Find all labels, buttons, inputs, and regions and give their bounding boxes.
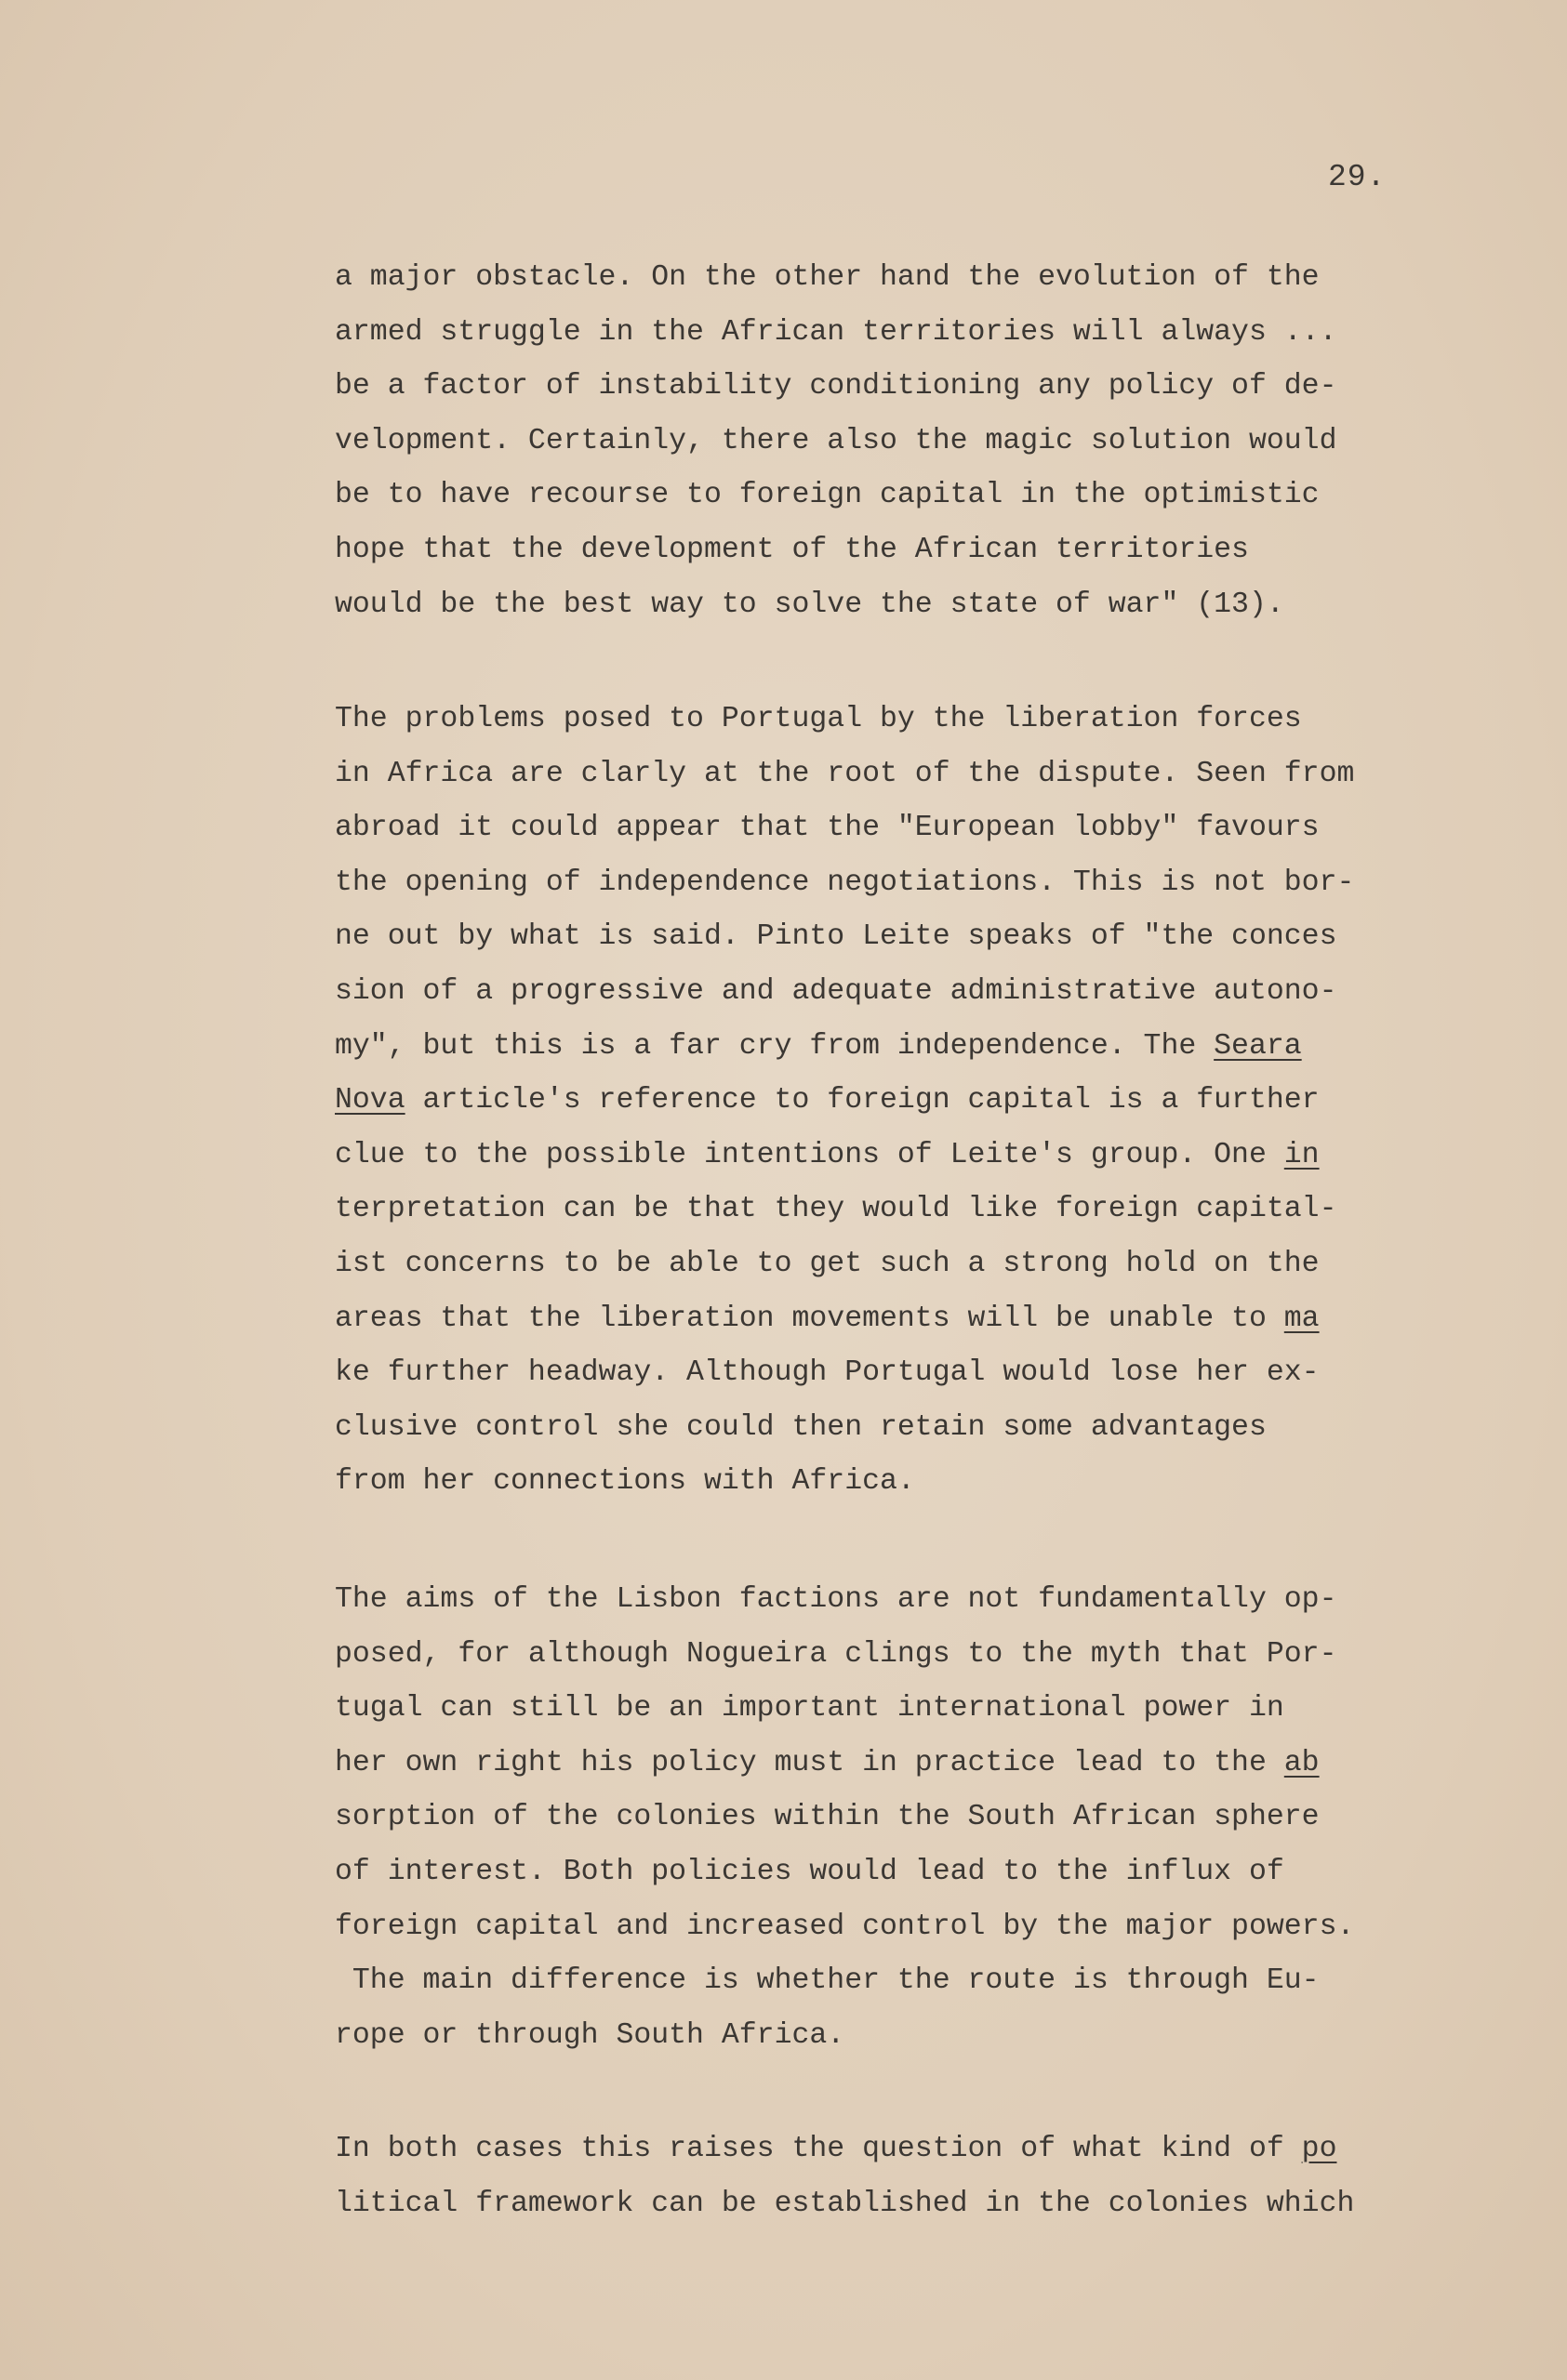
text-line: would be the best way to solve the state of war" (13). <box>335 588 1284 621</box>
text-line <box>335 1292 1460 1347</box>
text-line: The problems posed to Portugal by the liberation forces <box>335 703 1302 735</box>
text-line: tugal can still be an important international power in <box>335 1692 1284 1726</box>
underlined-title: Nova <box>335 1084 405 1117</box>
text-line <box>335 1737 1460 1792</box>
text-line: of interest. Both policies would lead to the influx of <box>335 1855 1284 1888</box>
text-line: ne out by what is said. Pinto Leite speaks of "the conces <box>335 920 1337 954</box>
text-line: posed, for although Nogueira clings to the myth that Por- <box>335 1637 1337 1671</box>
text-line: a major obstacle. On the other hand the evolution of the <box>335 261 1320 294</box>
underlined-fragment: ma <box>1283 1302 1320 1335</box>
text-line: The main difference is whether the route is through Eu- <box>335 1964 1320 1998</box>
text-line: The aims of the Lisbon factions are not fundamentally op- <box>335 1583 1337 1616</box>
paragraph-4 <box>335 2122 1460 2231</box>
text-line <box>335 2122 1460 2177</box>
text-line: rope or through South Africa. <box>335 2018 845 2052</box>
text-segment: her own right his policy must in practice lead to the <box>335 1746 1284 1779</box>
page-number: 29. <box>1328 160 1387 194</box>
text-line: in Africa are clarly at the root of the dispute. Seen from <box>335 757 1355 790</box>
text-line: ke further headway. Although Portugal would lose her ex- <box>335 1356 1320 1390</box>
underlined-fragment: ab <box>1283 1746 1320 1779</box>
text-line: velopment. Certainly, there also the magic solution would <box>335 424 1337 457</box>
text-segment: In both cases this raises the question of what kind of <box>335 2133 1302 2165</box>
text-line: terpretation can be that they would like foreign capital- <box>335 1193 1337 1226</box>
text-line: be a factor of instability conditioning any policy of de- <box>335 370 1337 403</box>
underlined-title: Seara <box>1214 1029 1302 1063</box>
text-segment: article's reference to foreign capital is a further <box>405 1084 1320 1117</box>
text-line <box>335 1020 1460 1075</box>
text-line <box>335 1074 1460 1129</box>
text-line: ist concerns to be able to get such a strong hold on the <box>335 1247 1320 1280</box>
underlined-fragment: in <box>1283 1138 1320 1171</box>
text-line: be to have recourse to foreign capital in the optimistic <box>335 479 1320 512</box>
text-line: abroad it could appear that the "European lobby" favours <box>335 812 1320 845</box>
text-line: sorption of the colonies within the South African sphere <box>335 1801 1320 1834</box>
text-line: clusive control she could then retain some advantages <box>335 1410 1267 1444</box>
underlined-fragment: po <box>1301 2133 1337 2165</box>
text-line: litical framework can be established in the colonies which <box>335 2187 1355 2220</box>
text-line: armed struggle in the African territories will always ... <box>335 315 1337 349</box>
paragraph-3 <box>335 1573 1460 2063</box>
text-line: foreign capital and increased control by the major powers. <box>335 1910 1355 1943</box>
text-segment: clue to the possible intentions of Leite's group. One <box>335 1138 1284 1171</box>
paragraph-2 <box>335 693 1460 1510</box>
text-line: from her connections with Africa. <box>335 1465 915 1499</box>
text-line: the opening of independence negotiations. This is not bor- <box>335 866 1355 899</box>
text-line: hope that the development of the African territories <box>335 533 1249 566</box>
text-segment: my", but this is a far cry from independence. The <box>335 1029 1215 1063</box>
text-line <box>335 1129 1460 1183</box>
text-segment: areas that the liberation movements will be unable to <box>335 1302 1284 1335</box>
text-line: sion of a progressive and adequate administrative autono- <box>335 974 1337 1008</box>
paragraph-1 <box>335 251 1460 632</box>
